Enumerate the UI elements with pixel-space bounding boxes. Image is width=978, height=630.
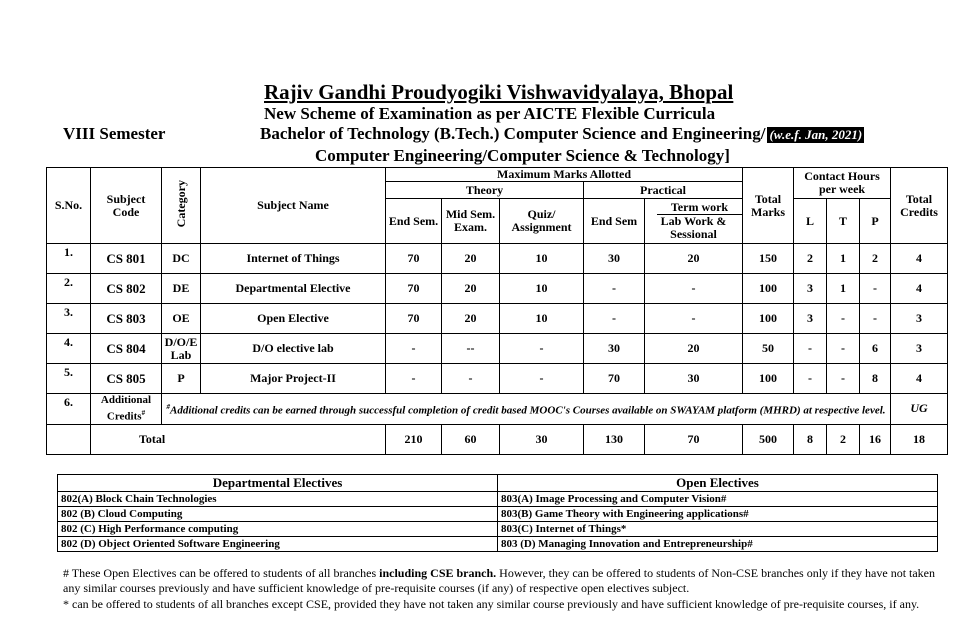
max-marks-header: Maximum Marks Allotted — [386, 168, 743, 182]
list-item — [58, 492, 938, 507]
total-row — [47, 424, 948, 454]
subject-name-cell: Major Project-II — [201, 364, 386, 394]
contact-hours-header: Contact Hours per week — [794, 168, 891, 199]
credits-cell: 4 — [891, 274, 948, 304]
lab-work-cell: 20 — [645, 334, 743, 364]
total-marks-cell: 100 — [743, 274, 794, 304]
departmental-elective-item: 802 (D) Object Oriented Software Engineering — [58, 537, 498, 552]
quiz-cell: - — [500, 334, 584, 364]
total-marks-cell: 150 — [743, 244, 794, 274]
semester-label: VIII Semester — [63, 124, 166, 143]
total-empty-cell — [47, 424, 91, 454]
subject-name-cell: Departmental Elective — [201, 274, 386, 304]
credits-cell: 3 — [891, 334, 948, 364]
note-mark: # — [166, 402, 171, 411]
code-cell: CS 805 — [91, 364, 162, 394]
list-item — [58, 522, 938, 537]
l-cell: 3 — [794, 274, 827, 304]
branch-title: Computer Engineering/Computer Science & Technology] — [315, 146, 730, 165]
subject-name-cell: D/O elective lab — [201, 334, 386, 364]
departmental-electives-title: Departmental Electives — [58, 475, 498, 492]
sno-cell: 4. — [47, 334, 91, 364]
table-row — [47, 244, 948, 274]
additional-credits-text: Additional Credits — [100, 394, 152, 423]
subject-name-cell: Internet of Things — [201, 244, 386, 274]
mid-sem-cell: - — [442, 364, 500, 394]
additional-credits-label — [91, 394, 162, 425]
sno-cell: 5. — [47, 364, 91, 394]
departmental-elective-item: 802 (C) High Performance computing — [58, 522, 498, 537]
term-work-header — [645, 199, 743, 244]
additional-credits-note — [162, 394, 891, 425]
t-cell: - — [827, 334, 860, 364]
p-header: P — [860, 199, 891, 244]
category-cell: DC — [162, 244, 201, 274]
category-header-text: Category — [173, 180, 188, 228]
mid-sem-cell: 20 — [442, 304, 500, 334]
total-l: 8 — [794, 424, 827, 454]
category-header — [162, 168, 201, 244]
code-cell: CS 801 — [91, 244, 162, 274]
lab-work-cell: 30 — [645, 364, 743, 394]
end-sem-cell: 70 — [386, 274, 442, 304]
footnote-1a: # These Open Electives can be offered to students of all branches — [63, 566, 380, 580]
table-row — [47, 304, 948, 334]
additional-credits-mark: # — [141, 409, 146, 417]
list-item — [58, 537, 938, 552]
code-cell: CS 802 — [91, 274, 162, 304]
p-cell: 2 — [860, 244, 891, 274]
list-item — [58, 507, 938, 522]
mid-sem-cell: 20 — [442, 244, 500, 274]
code-cell: CS 804 — [91, 334, 162, 364]
credits-cell: 4 — [891, 244, 948, 274]
l-cell: - — [794, 334, 827, 364]
footnote-1b: including CSE branch. — [379, 566, 497, 580]
sno-header: S.No. — [47, 168, 91, 244]
program-title — [260, 124, 864, 144]
mid-sem-header: Mid Sem. Exam. — [442, 199, 500, 244]
practical-end-cell: 30 — [584, 334, 645, 364]
total-t: 2 — [827, 424, 860, 454]
additional-credits-value: UG — [891, 394, 948, 425]
l-cell: 3 — [794, 304, 827, 334]
header-row-1 — [47, 168, 948, 182]
sno-cell: 2. — [47, 274, 91, 304]
end-sem-cell: - — [386, 364, 442, 394]
practical-end-cell: - — [584, 304, 645, 334]
l-cell: - — [794, 364, 827, 394]
end-sem-cell: 70 — [386, 244, 442, 274]
lab-work-cell: - — [645, 274, 743, 304]
total-end-sem: 210 — [386, 424, 442, 454]
end-sem-header: End Sem. — [386, 199, 442, 244]
total-credits: 18 — [891, 424, 948, 454]
end-sem-cell: 70 — [386, 304, 442, 334]
lab-work-label: Lab Work & Sessional — [660, 214, 727, 241]
end-sem-cell: - — [386, 334, 442, 364]
lab-work-cell: 20 — [645, 244, 743, 274]
term-work-label: Term work — [657, 201, 742, 215]
sno-cell: 6. — [47, 394, 91, 425]
total-marks-cell: 100 — [743, 304, 794, 334]
total-credits-header: Total Credits — [891, 168, 948, 244]
total-lab-work: 70 — [645, 424, 743, 454]
practical-header: Practical — [584, 182, 743, 199]
end-sem-practical-header: End Sem — [584, 199, 645, 244]
subject-code-header: Subject Code — [91, 168, 162, 244]
total-quiz: 30 — [500, 424, 584, 454]
total-marks-cell: 50 — [743, 334, 794, 364]
t-cell: - — [827, 304, 860, 334]
quiz-header: Quiz/ Assignment — [500, 199, 584, 244]
electives-table — [57, 474, 938, 552]
table-row — [47, 334, 948, 364]
quiz-cell: - — [500, 364, 584, 394]
total-marks-cell: 100 — [743, 364, 794, 394]
mid-sem-cell: 20 — [442, 274, 500, 304]
total-marks-header: Total Marks — [743, 168, 794, 244]
departmental-elective-item: 802 (B) Cloud Computing — [58, 507, 498, 522]
total-practical-end: 130 — [584, 424, 645, 454]
mid-sem-cell: -- — [442, 334, 500, 364]
scheme-title: New Scheme of Examination as per AICTE Flexible Curricula — [264, 104, 716, 123]
p-cell: - — [860, 274, 891, 304]
p-cell: 6 — [860, 334, 891, 364]
electives-header-row — [58, 475, 938, 492]
practical-end-cell: 70 — [584, 364, 645, 394]
table-row — [47, 364, 948, 394]
theory-header: Theory — [386, 182, 584, 199]
t-cell: 1 — [827, 274, 860, 304]
p-cell: - — [860, 304, 891, 334]
practical-end-cell: 30 — [584, 244, 645, 274]
t-header: T — [827, 199, 860, 244]
note-text: Additional credits can be earned through successful completion of credit based MOOC's Courses available on SWAYAM platform (MHRD) at respective level. — [170, 404, 886, 417]
t-cell: 1 — [827, 244, 860, 274]
l-cell: 2 — [794, 244, 827, 274]
quiz-cell: 10 — [500, 304, 584, 334]
additional-credits-row — [47, 394, 948, 425]
category-cell: OE — [162, 304, 201, 334]
credits-cell: 3 — [891, 304, 948, 334]
sno-cell: 3. — [47, 304, 91, 334]
category-cell: D/O/E Lab — [162, 334, 201, 364]
program-text: Bachelor of Technology (B.Tech.) Computer Science and Engineering/ — [260, 124, 766, 143]
departmental-elective-item: 802(A) Block Chain Technologies — [58, 492, 498, 507]
open-elective-item: 803(B) Game Theory with Engineering applications# — [498, 507, 938, 522]
quiz-cell: 10 — [500, 244, 584, 274]
scheme-table — [46, 167, 948, 455]
category-cell: P — [162, 364, 201, 394]
total-p: 16 — [860, 424, 891, 454]
subject-name-cell: Open Elective — [201, 304, 386, 334]
practical-end-cell: - — [584, 274, 645, 304]
l-header: L — [794, 199, 827, 244]
open-elective-item: 803 (D) Managing Innovation and Entrepreneurship# — [498, 537, 938, 552]
total-mid-sem: 60 — [442, 424, 500, 454]
category-cell: DE — [162, 274, 201, 304]
quiz-cell: 10 — [500, 274, 584, 304]
subject-name-header: Subject Name — [201, 168, 386, 244]
footnote-open-electives — [63, 566, 943, 596]
credits-cell: 4 — [891, 364, 948, 394]
p-cell: 8 — [860, 364, 891, 394]
open-electives-title: Open Electives — [498, 475, 938, 492]
total-label: Total — [91, 424, 386, 454]
lab-work-cell: - — [645, 304, 743, 334]
t-cell: - — [827, 364, 860, 394]
open-elective-item: 803(A) Image Processing and Computer Vision# — [498, 492, 938, 507]
footnote-iot: * can be offered to students of all branches except CSE, provided they have not taken any similar course previously and have sufficient knowledge of pre-requisite courses, if any. — [63, 597, 920, 611]
table-row — [47, 274, 948, 304]
footnote-1c: However, they can be offered to students of Non-CSE branches only if they have not taken any similar courses previously and have sufficient knowledge of pre-requisite courses (if any) of respective open electives subject. — [63, 566, 936, 595]
university-name: Rajiv Gandhi Proudyogiki Vishwavidyalaya, Bhopal — [264, 80, 734, 104]
total-marks: 500 — [743, 424, 794, 454]
open-elective-item: 803(C) Internet of Things* — [498, 522, 938, 537]
code-cell: CS 803 — [91, 304, 162, 334]
effective-date-badge: (w.e.f. Jan, 2021) — [769, 127, 863, 142]
sno-cell: 1. — [47, 244, 91, 274]
